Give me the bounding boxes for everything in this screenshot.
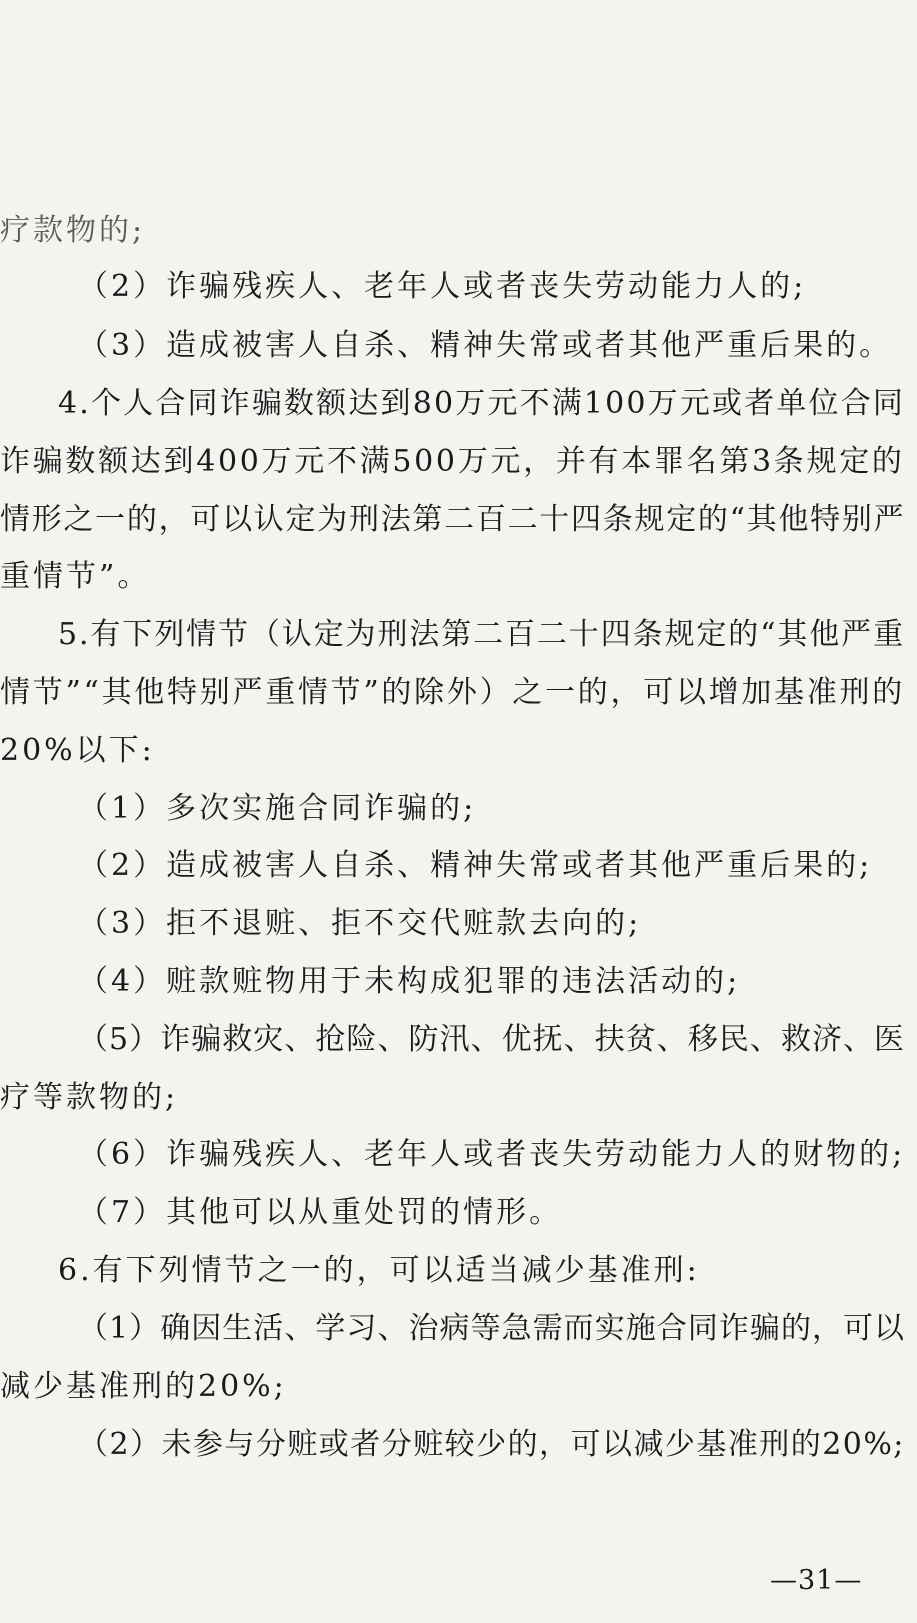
text-line: （1）多次实施合同诈骗的; [78,791,477,826]
text-line: （2）未参与分赃或者分赃较少的，可以减少基准刑的20%; [78,1427,905,1462]
text-line: （7）其他可以从重处罚的情形。 [78,1195,563,1230]
text-line: 情节”“其他特别严重情节”的除外）之一的，可以增加基准刑的 [0,675,906,710]
text-line: 4.个人合同诈骗数额达到80万元不满100万元或者单位合同 [58,386,906,421]
text-line: 减少基准刑的20%; [0,1369,287,1404]
text-line: （4）赃款赃物用于未构成犯罪的违法活动的; [78,964,741,999]
text-line: 疗等款物的; [0,1080,179,1115]
text-line: （3）造成被害人自杀、精神失常或者其他严重后果的。 [78,328,893,363]
text-line: （1）确因生活、学习、治病等急需而实施合同诈骗的，可以 [78,1311,906,1346]
text-line: 疗款物的; [0,213,146,248]
text-line: 6.有下列情节之一的，可以适当减少基准刑: [58,1253,700,1288]
text-line: （2）造成被害人自杀、精神失常或者其他严重后果的; [78,848,873,883]
text-line: 情形之一的，可以认定为刑法第二百二十四条规定的“其他特别严 [0,502,906,537]
text-line: （6）诈骗残疾人、老年人或者丧失劳动能力人的财物的; [78,1137,906,1172]
text-line: 重情节”。 [0,559,151,594]
text-line: （2）诈骗残疾人、老年人或者丧失劳动能力人的; [78,269,807,304]
text-line: 20%以下: [0,733,155,768]
text-line: （3）拒不退赃、拒不交代赃款去向的; [78,906,642,941]
text-line: （5）诈骗救灾、抢险、防汛、优抚、扶贫、移民、救济、医 [78,1022,906,1057]
page-number: —31— [770,1565,863,1596]
text-line: 5.有下列情节（认定为刑法第二百二十四条规定的“其他严重 [58,617,905,652]
text-line: 诈骗数额达到400万元不满500万元，并有本罪名第3条规定的 [0,444,905,479]
